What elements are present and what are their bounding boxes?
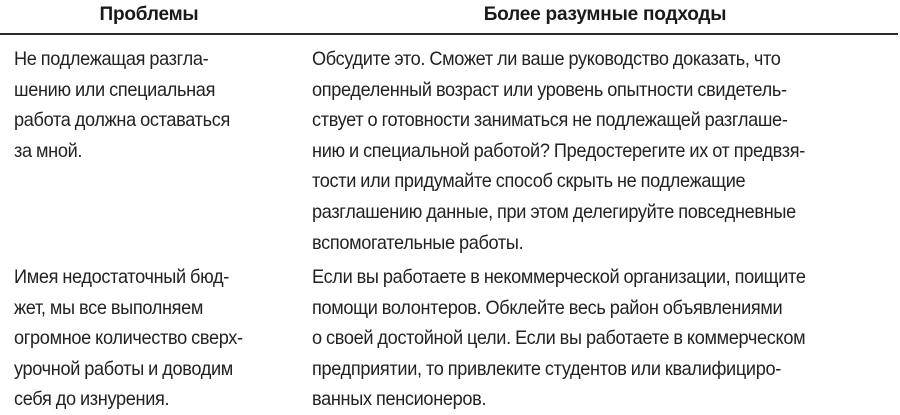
table-header [0, 0, 898, 35]
text-line: предприятии, то привлеките студентов или квалифициро- [312, 357, 781, 380]
text-line: за мной. [14, 139, 83, 162]
text-line: Если вы работаете в некоммерческой организации, поищите [312, 266, 806, 288]
text-line: ванных пенсионеров. [312, 388, 487, 411]
text-line: нию и специальной работой? Предостерегите их от предвзя- [312, 139, 805, 162]
text-line: Имея недостаточный бюд- [14, 266, 229, 288]
text-line: определенный возраст или уровень опытности свидетель- [312, 78, 787, 101]
text-line: ствует о готовности заниматься не подлежащей разглаше- [312, 109, 788, 132]
text-line: шению или специальная [14, 78, 216, 101]
text-line: вспомогательные работы. [312, 231, 524, 254]
approach-cell [312, 44, 898, 258]
text-line: помощи волонтеров. Обклейте весь район объявлениями [312, 296, 783, 319]
text-line: разглашению данные, при этом делегируйте повседневные [312, 200, 796, 223]
header-approaches: Более разумные подходы [483, 4, 727, 25]
text-line: работа должна оставаться [14, 109, 230, 132]
problem-cell [14, 262, 284, 415]
problem-cell [14, 44, 284, 166]
text-line: Не подлежащая разгла- [14, 48, 209, 70]
text-line: жет, мы все выполняем [14, 296, 204, 319]
text-line: о своей достойной цели. Если вы работаете в коммерческом [312, 327, 806, 350]
text-line: урочной работы и доводим [14, 357, 233, 380]
text-line: тости или придумайте способ скрыть не подлежащие [312, 170, 746, 193]
text-line: себя до изнурения. [14, 388, 170, 411]
approach-cell [312, 262, 898, 415]
text-line: Обсудите это. Сможет ли ваше руководство доказать, что [312, 48, 781, 70]
text-line: огромное количество сверх- [14, 327, 243, 350]
header-problems: Проблемы [99, 4, 199, 25]
